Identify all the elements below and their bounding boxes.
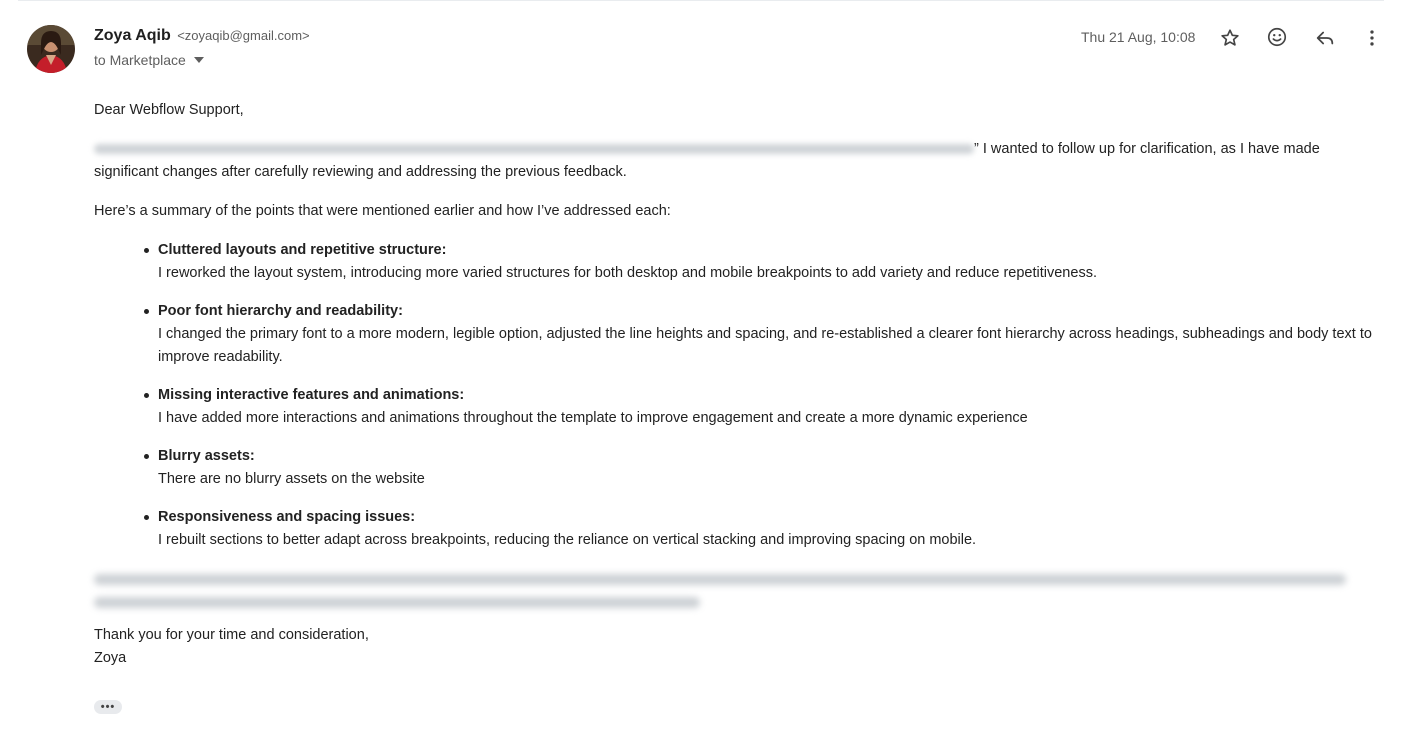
summary-intro: Here’s a summary of the points that were mentioned earlier and how I’ve addressed each:	[94, 203, 671, 219]
intro-visible-text: ” I wanted to follow up for clarification, as I have made significant changes after carefully reviewing and addressing the previous feedback.	[94, 141, 1320, 180]
list-item	[158, 239, 1374, 285]
point-title: Missing interactive features and animations:	[158, 387, 465, 403]
more-vert-icon[interactable]	[1360, 26, 1384, 50]
emoji-icon[interactable]	[1265, 25, 1289, 49]
signature: Zoya	[94, 650, 127, 666]
list-item	[158, 506, 1374, 552]
divider	[18, 0, 1384, 1]
redacted-paragraph	[94, 568, 1374, 608]
caret-down-icon[interactable]	[194, 57, 204, 63]
point-title: Responsiveness and spacing issues:	[158, 509, 416, 525]
email-body	[94, 99, 1374, 670]
sender-name[interactable]: Zoya Aqib	[94, 27, 171, 44]
list-item	[158, 445, 1374, 491]
point-text: I reworked the layout system, introducing more varied structures for both desktop and mobile breakpoints to add variety and reduce repetitiveness.	[158, 265, 1097, 281]
list-item	[158, 300, 1374, 369]
star-icon[interactable]	[1218, 26, 1242, 50]
point-text: There are no blurry assets on the website	[158, 471, 425, 487]
point-text: I rebuilt sections to better adapt across breakpoints, reducing the reliance on vertical stacking and improving spacing on mobile.	[158, 532, 977, 548]
point-title: Blurry assets:	[158, 448, 255, 464]
redacted-line	[94, 597, 700, 608]
avatar[interactable]	[27, 25, 75, 73]
email-date: Thu 21 Aug, 10:08	[1081, 29, 1196, 45]
reply-icon[interactable]	[1313, 26, 1337, 50]
feedback-list	[158, 239, 1374, 552]
sender-line	[94, 27, 310, 45]
recipient-toggle[interactable]	[94, 52, 204, 68]
list-item	[158, 384, 1374, 430]
redacted-line	[94, 574, 1346, 585]
point-title: Cluttered layouts and repetitive structure:	[158, 242, 447, 258]
intro-paragraph	[94, 138, 1374, 184]
greeting: Dear Webflow Support,	[94, 102, 244, 118]
sender-email: <zoyaqib@gmail.com>	[177, 28, 310, 43]
point-text: I have added more interactions and animations throughout the template to improve engagement and create a more dynamic experience	[158, 410, 1028, 426]
point-text: I changed the primary font to a more modern, legible option, adjusted the line heights and spacing, and re-established a clearer font hierarchy across headings, subheadings and body text to improve readability.	[158, 326, 1372, 365]
recipient-label: to Marketplace	[94, 52, 186, 68]
redacted-text	[94, 144, 974, 154]
show-trimmed-content-button[interactable]: •••	[94, 700, 122, 714]
point-title: Poor font hierarchy and readability:	[158, 303, 403, 319]
closing: Thank you for your time and consideration,	[94, 627, 369, 643]
